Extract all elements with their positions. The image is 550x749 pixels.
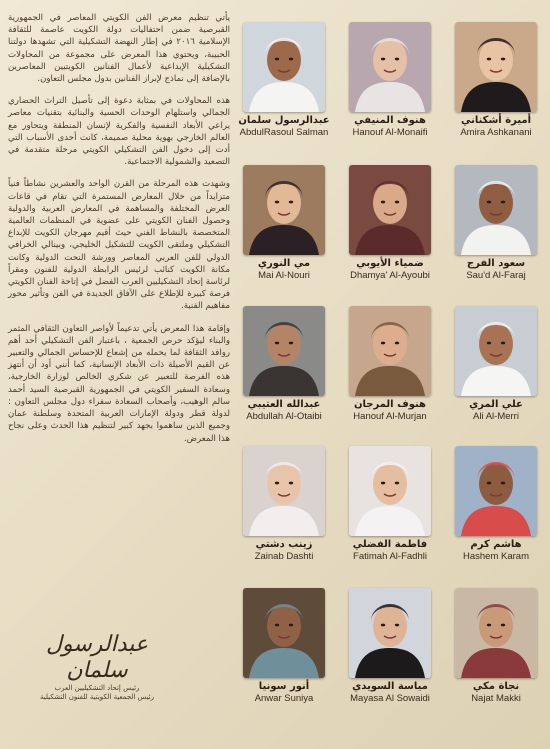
artist-card [234, 306, 334, 422]
artist-name-arabic: سعود الفرج [466, 258, 526, 269]
artist-portrait [455, 22, 537, 112]
artist-card [340, 165, 440, 281]
artist-card [446, 446, 546, 562]
artist-card [340, 306, 440, 422]
intro-paragraph-1: يأتي تنظيم معرض الفن الكويتي المعاصر في الجمهورية القبرصية ضمن احتفاليات دولة الكويت عاصمة للثقافة الإسلامية ٢٠١٦ في إطار النهضة التشكيلية التي تشهدها دولتنا الحبيبة، ويحتوي هذا المعرض على مجموعة من المحاولات التشكيلية الإبداعية لأعمال الفنانين الكويتيين المعاصرين بالإضافة إلى نماذج لإبراز الفنانين بدول مجلس التعاون. [8, 13, 230, 85]
artist-name-arabic: هنوف المرجان [354, 399, 426, 410]
artist-name-english: Ali Al-Merri [473, 411, 519, 422]
artist-name-english: Najat Makki [471, 693, 521, 704]
artist-portrait [243, 588, 325, 678]
artist-card [340, 588, 440, 704]
artist-name-english: AbdulRasoul Salman [239, 127, 329, 138]
artist-name-arabic: فاطمة الفضلي [352, 539, 428, 550]
artist-name-english: Zainab Dashti [254, 551, 314, 562]
artist-name-english: Sau'd Al-Faraj [466, 270, 526, 281]
signature-block [22, 632, 172, 702]
artist-portrait [349, 588, 431, 678]
artist-portrait [349, 306, 431, 396]
artist-card [446, 306, 546, 422]
intro-text-column [8, 12, 230, 455]
artist-name-arabic: مي النوري [257, 258, 311, 269]
artist-name-arabic: زينب دشتي [255, 539, 313, 550]
artist-portrait [243, 22, 325, 112]
artist-name-english: Mayasa Al Sowaidi [350, 693, 430, 704]
artist-name-arabic: عبدالرسول سلمان [238, 115, 330, 126]
artist-card [446, 165, 546, 281]
artist-name-arabic: مياسة السويدي [352, 681, 428, 692]
artist-name-arabic: ضمياء الأيوبي [356, 258, 424, 269]
artist-name-english: Amira Ashkanani [460, 127, 532, 138]
artist-name-arabic: عبدالله العتيبي [247, 399, 321, 410]
artist-card [340, 446, 440, 562]
artist-name-arabic: نجاة مكي [472, 681, 520, 692]
artist-card [234, 588, 334, 704]
artist-card [234, 22, 334, 138]
artist-name-english: Hanouf Al-Murjan [353, 411, 427, 422]
signature-caption-line-1: رئيس إتحاد التشكيليين العرب [54, 684, 140, 692]
artist-portrait [455, 446, 537, 536]
artist-name-arabic: هنوف المنيفي [354, 115, 426, 126]
intro-paragraph-3: وشهدت هذه المرحلة من القرن الواحد والعشرين نشاطاً فنياً متزايداً من خلال المعارض المستمرة التي تقام في قاعات العرض المختلفة والمساهمة في المعارض العربية والدولية وحصول الفنان الكويتي على عضوية في المنظمات العالمية المتخصصة بالنشاط الفني حيث أقيم مهرجان الكويت للإبداع التشكيلي وملتقى الكويت للتشكيل الخليجي، وبينالي الخرافي الدولي للفن العربي المعاصر وورشة النحت الدولية وكانت مكانة الكويت كنائب لرئيس الرابطة الدولية للفنون ومقراً لرئاسة إتحاد التشكيليين العرب الفضل في إتاحة الفنان الكويتي فرصة كبيرة للإطلاع على الآفاق الجديدة في الفن وتأثير محور مفاهيم الفنية. [8, 179, 230, 312]
artist-portrait [243, 446, 325, 536]
artist-portrait [349, 22, 431, 112]
artist-name-english: Mai Al-Nouri [258, 270, 310, 281]
artist-name-english: Hashem Karam [463, 551, 529, 562]
artist-name-english: Abdullah Al-Otaibi [246, 411, 322, 422]
artist-card [234, 165, 334, 281]
artist-portrait [349, 165, 431, 255]
artist-name-english: Hanouf Al-Monaifi [352, 127, 428, 138]
artist-portrait [455, 306, 537, 396]
signature-mark: عبدالرسول سلمان [45, 632, 149, 683]
signature-caption-line-2: رئيس الجمعية الكويتية للفنون التشكيلية [39, 693, 155, 701]
artist-portrait [349, 446, 431, 536]
artist-name-english: Fatimah Al-Fadhli [353, 551, 427, 562]
artist-name-arabic: هاشم كرم [470, 539, 522, 550]
artist-name-english: Anwar Suniya [254, 693, 314, 704]
artist-card [446, 588, 546, 704]
artist-card [446, 22, 546, 138]
intro-paragraph-4: وإقامة هذا المعرض يأتي تدعيماً لأواصر التعاون الثقافي المثمر والبناء ليؤكد حرص الجمعية ، باعتبار الفن التشكيلي أحد أهم روافد الثقافة لما يحمله من إشعاع للإحساس الجمالي والتعبير عن القيم الأصيلة ذات الأبعاد الإنسانية، كما أنني أود أن أنتهز هذه الفرصة للتعبير عن شكري الخالص لوزارة الخارجية، وسعادة السفير الكويتي في الجمهورية القبرصية السيد أحمد سالم الوهيب، وأصحاب السعادة سفراء دول مجلس التعاون : لدولة قطر ودولة الإمارات العربية المتحدة وسلطنة عمان وجميع الذين ساهموا بجهد كبير لتنظيم هذا الحدث وعلى نجاح هذا المعرض. [8, 323, 230, 444]
artist-card [234, 446, 334, 562]
artist-name-arabic: أميرة أشكناني [460, 115, 532, 126]
artist-name-arabic: علي المري [469, 399, 523, 410]
artist-portrait [455, 165, 537, 255]
intro-paragraph-2: هذه المحاولات في بمثابة دعوة إلى تأصيل التراث الحضاري الجمالي واستلهام الوحدات الحسية والبنائية بتقنيات معاصر يراعي الأبعاد النفسية والفكرية لإنسان المنطقة ويتحاور مع العالم الخارجي بهوية محلية صميمة، كانت أحدى الأسباب التي أدت إلى دخول الفن التشكيلي الكويتي مرحلة متقدمة في التصعيد والشمولية الاجتماعية. [8, 96, 230, 168]
artist-portrait [455, 588, 537, 678]
artist-name-arabic: أنور سونيا [258, 681, 310, 692]
artist-portrait [243, 165, 325, 255]
artist-name-english: Dhamya' Al-Ayoubi [350, 270, 430, 281]
artist-card [340, 22, 440, 138]
artist-portrait [243, 306, 325, 396]
